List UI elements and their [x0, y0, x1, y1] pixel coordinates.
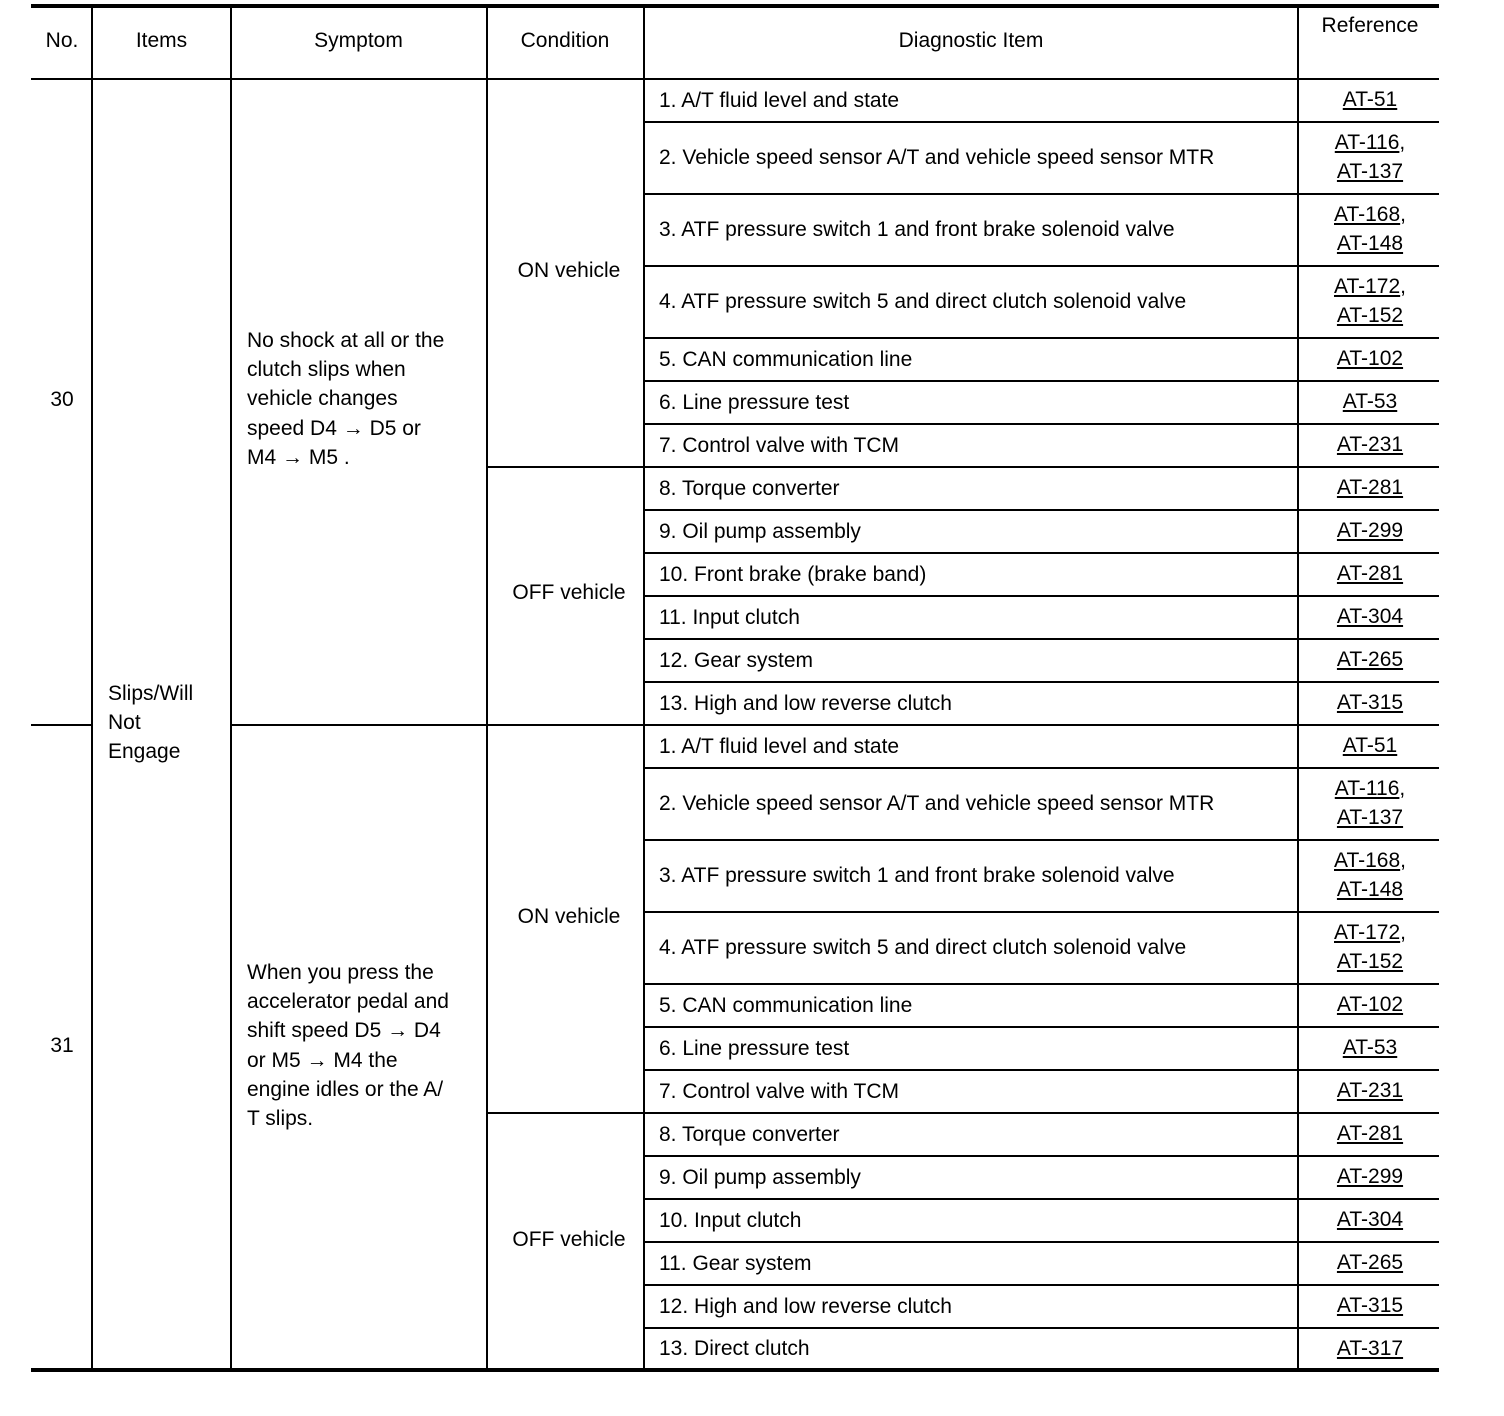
diagnostic-row-divider	[643, 638, 1439, 640]
condition-31-on: ON vehicle	[517, 905, 621, 928]
reference-cell	[1299, 1076, 1441, 1105]
diagnostic-item-text: 10. Front brake (brake band)	[659, 562, 927, 586]
diagnostic-item-text: 7. Control valve with TCM	[659, 1079, 900, 1103]
header-condition: Condition	[520, 29, 610, 52]
diagnostic-row-divider	[643, 1069, 1439, 1071]
reference-cell	[1299, 1205, 1441, 1234]
header-symptom: Symptom	[314, 29, 403, 52]
diagnostic-row-divider	[643, 767, 1439, 769]
header-diagnostic-item: Diagnostic Item	[898, 29, 1044, 52]
symptom-line: engine idles or the A/	[247, 1077, 444, 1101]
reference-link[interactable]: AT-148	[1336, 232, 1404, 255]
diagnostic-item-text: 12. Gear system	[659, 648, 814, 672]
condition-30-on: ON vehicle	[517, 259, 621, 282]
reference-link[interactable]: AT-281	[1336, 562, 1404, 585]
symptom-line: shift speed D5 → D4	[247, 1019, 441, 1043]
reference-cell	[1299, 344, 1441, 373]
diagnostic-row-divider	[643, 724, 1439, 726]
row-divider	[31, 724, 91, 726]
reference-link[interactable]: AT-265	[1336, 648, 1404, 671]
diagnostic-item-text: 8. Torque converter	[659, 1122, 840, 1146]
reference-link[interactable]: AT-53	[1342, 390, 1398, 413]
diagnostic-row-divider	[643, 121, 1439, 123]
reference-link[interactable]: AT-137	[1336, 160, 1404, 183]
symptom-line: speed D4 → D5 or	[247, 416, 421, 440]
diagnostic-item-text: 1. A/T fluid level and state	[659, 88, 900, 112]
diagnostic-item-text: 11. Input clutch	[659, 605, 800, 629]
reference-cell	[1299, 516, 1441, 545]
diagnostic-row-divider	[643, 1155, 1439, 1157]
diagnostic-item-text: 13. Direct clutch	[659, 1337, 810, 1360]
reference-link[interactable]: AT-51	[1342, 734, 1398, 757]
diagnostic-row-divider	[643, 839, 1439, 841]
diagnostic-row-divider	[643, 1241, 1439, 1243]
diagnostic-item-text: 8. Torque converter	[659, 476, 840, 500]
diagnostic-item-text: 6. Line pressure test	[659, 1036, 850, 1060]
row-number-31: 31	[50, 1034, 74, 1057]
reference-cell	[1299, 1162, 1441, 1191]
reference-cell: AT-116, AT-137	[1334, 131, 1406, 183]
items-label-line: Not	[108, 711, 141, 735]
diagnostic-row-divider	[643, 337, 1439, 339]
diagnostic-item-text: 3. ATF pressure switch 1 and front brake solenoid valve	[659, 218, 1175, 241]
reference-link[interactable]: AT-315	[1336, 691, 1404, 714]
reference-cell	[1299, 645, 1441, 674]
reference-cell	[1299, 559, 1441, 588]
condition-30-off: OFF vehicle	[512, 581, 626, 604]
diagnostic-item-text: 6. Line pressure test	[659, 390, 850, 414]
reference-link[interactable]: AT-152	[1336, 304, 1404, 327]
diagnostic-item-text: 2. Vehicle speed sensor A/T and vehicle speed sensor MTR	[659, 146, 1215, 169]
reference-cell	[1299, 430, 1441, 459]
diagnostic-item-text: 4. ATF pressure switch 5 and direct clutch solenoid valve	[659, 290, 1187, 313]
diagnostic-item-text: 11. Gear system	[659, 1251, 812, 1275]
reference-link[interactable]: AT-152	[1336, 950, 1404, 973]
diagnostic-row-divider	[643, 983, 1439, 985]
items-label-line: Slips/Will	[108, 682, 194, 705]
diagnostic-item-text: 2. Vehicle speed sensor A/T and vehicle speed sensor MTR	[659, 792, 1215, 815]
reference-link[interactable]: AT-168	[1334, 849, 1401, 872]
diagnostic-row-divider	[643, 423, 1439, 425]
diagnostic-row-divider	[643, 1026, 1439, 1028]
diagnostic-row-divider	[643, 193, 1439, 195]
symptom-line: clutch slips when	[247, 358, 406, 382]
symptom-line: M4 → M5 .	[247, 445, 350, 469]
reference-cell	[1299, 1248, 1441, 1277]
reference-link[interactable]: AT-102	[1336, 347, 1404, 370]
reference-link[interactable]: AT-231	[1336, 433, 1404, 456]
reference-link[interactable]: AT-53	[1342, 1036, 1398, 1059]
header-items: Items	[135, 29, 188, 52]
reference-cell	[1299, 1291, 1441, 1320]
column-divider	[230, 6, 232, 1370]
reference-cell	[1299, 1119, 1441, 1148]
column-divider	[1297, 6, 1299, 1370]
reference-link[interactable]: AT-168	[1334, 203, 1401, 226]
reference-link[interactable]: AT-231	[1336, 1079, 1404, 1102]
reference-cell	[1299, 387, 1441, 416]
reference-link[interactable]: AT-304	[1336, 605, 1404, 628]
symptom-line: vehicle changes	[247, 387, 398, 411]
diagnostic-row-divider	[643, 1198, 1439, 1200]
reference-cell: AT-168, AT-148	[1334, 849, 1406, 901]
reference-link[interactable]: AT-51	[1342, 88, 1398, 111]
diagnostic-row-divider	[643, 466, 1439, 468]
reference-link[interactable]: AT-265	[1336, 1251, 1404, 1274]
reference-link[interactable]: AT-281	[1336, 476, 1404, 499]
reference-link[interactable]: AT-304	[1336, 1208, 1404, 1231]
reference-link[interactable]: AT-299	[1336, 1165, 1404, 1188]
reference-link[interactable]: AT-172	[1334, 921, 1401, 944]
reference-cell	[1299, 602, 1441, 631]
reference-link[interactable]: AT-148	[1336, 878, 1404, 901]
diagnostic-item-text: 4. ATF pressure switch 5 and direct clutch solenoid valve	[659, 936, 1187, 959]
diagnostic-row-divider	[643, 380, 1439, 382]
row-number-30: 30	[50, 388, 74, 411]
symptom-line: No shock at all or the	[247, 329, 445, 352]
reference-cell	[1299, 990, 1441, 1019]
diagnostic-item-text: 13. High and low reverse clutch	[659, 691, 952, 715]
reference-link[interactable]: AT-102	[1336, 993, 1404, 1016]
column-divider	[486, 6, 488, 1370]
diagnostic-row-divider	[643, 1284, 1439, 1286]
reference-cell	[1299, 1334, 1441, 1363]
column-divider	[643, 6, 645, 1370]
reference-cell: AT-172, AT-152	[1334, 275, 1406, 327]
diagnostic-item-text: 9. Oil pump assembly	[659, 519, 861, 543]
diagnostic-row-divider	[643, 509, 1439, 511]
diagnostic-item-text: 7. Control valve with TCM	[659, 433, 900, 457]
reference-cell	[1299, 1033, 1441, 1062]
reference-cell: AT-168, AT-148	[1334, 203, 1406, 255]
diagnostic-row-divider	[643, 911, 1439, 913]
diagnostic-row-divider	[643, 552, 1439, 554]
reference-cell: AT-172, AT-152	[1334, 921, 1406, 973]
symptom-30	[247, 326, 444, 472]
table-bottom-rule	[31, 1368, 1439, 1372]
reference-link[interactable]: AT-281	[1336, 1122, 1404, 1145]
reference-cell: AT-116, AT-137	[1334, 777, 1406, 829]
reference-link[interactable]: AT-116	[1334, 131, 1400, 154]
reference-link[interactable]: AT-172	[1334, 275, 1401, 298]
diagnostic-row-divider	[643, 595, 1439, 597]
reference-link[interactable]: AT-299	[1336, 519, 1404, 542]
column-divider	[91, 6, 93, 1370]
header-no: No.	[45, 29, 79, 52]
reference-link[interactable]: AT-315	[1336, 1294, 1404, 1317]
reference-link[interactable]: AT-317	[1336, 1336, 1404, 1360]
diagnostic-row-divider	[643, 1112, 1439, 1114]
reference-cell	[1299, 85, 1441, 114]
diagnostic-item-text: 1. A/T fluid level and state	[659, 734, 900, 758]
diagnostic-row-divider	[643, 1327, 1439, 1329]
diagnostic-item-text: 12. High and low reverse clutch	[659, 1294, 952, 1318]
diagnostic-row-divider	[643, 681, 1439, 683]
diagnostic-item-text: 5. CAN communication line	[659, 993, 913, 1017]
diagnostic-row-divider	[643, 265, 1439, 267]
header-reference: Reference	[1321, 14, 1419, 37]
diagnostic-item-text: 3. ATF pressure switch 1 and front brake solenoid valve	[659, 864, 1175, 887]
symptom-line: accelerator pedal and	[247, 990, 449, 1014]
symptom-line: T slips.	[247, 1107, 314, 1131]
symptom-line: When you press the	[247, 961, 434, 984]
items-label	[108, 679, 193, 767]
reference-cell	[1299, 473, 1441, 502]
symptom-31	[247, 958, 449, 1133]
reference-link[interactable]: AT-137	[1336, 806, 1404, 829]
diagnostic-item-text: 9. Oil pump assembly	[659, 1165, 861, 1189]
items-label-line: Engage	[108, 740, 181, 764]
condition-31-off: OFF vehicle	[512, 1228, 626, 1251]
reference-cell	[1299, 688, 1441, 717]
reference-cell	[1299, 731, 1441, 760]
symptom-line: or M5 → M4 the	[247, 1048, 398, 1072]
diagnostic-item-text: 10. Input clutch	[659, 1208, 802, 1232]
header-bottom-rule	[31, 78, 1439, 80]
table-top-rule	[31, 4, 1439, 8]
reference-link[interactable]: AT-116	[1334, 777, 1400, 800]
diagnostic-item-text: 5. CAN communication line	[659, 347, 913, 371]
